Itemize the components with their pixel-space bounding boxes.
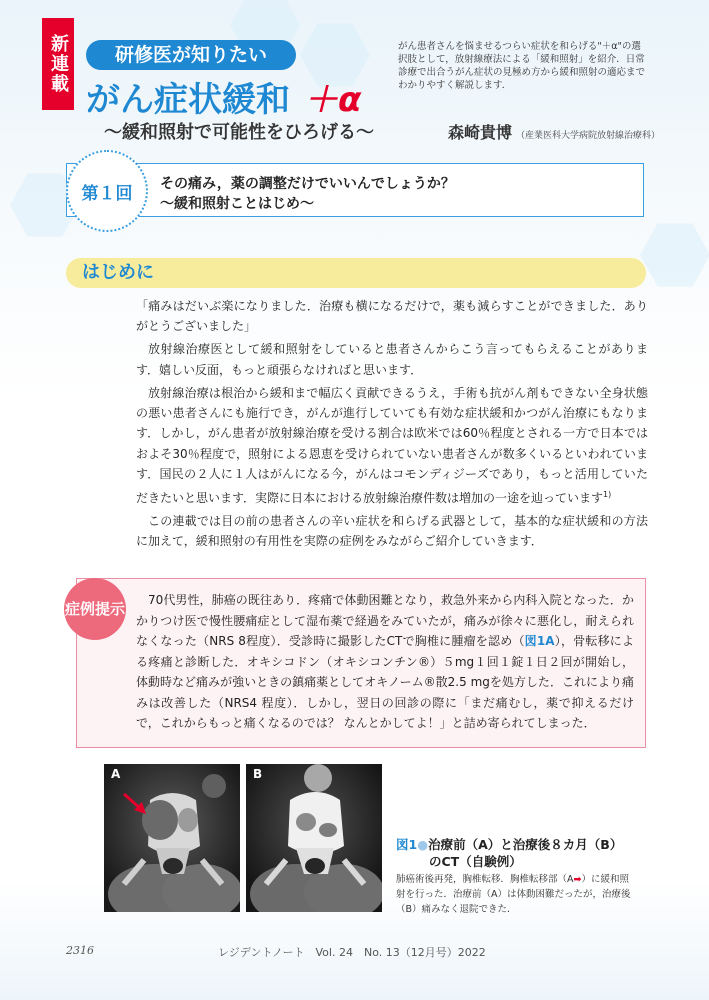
bullet-icon: ● [417,837,429,852]
figure-number: 図1 [396,837,418,852]
chapter-number: 第１回 [66,150,148,232]
ct-scan-before [104,764,240,912]
body-paragraph: この連載では目の前の患者さんの辛い症状を和らげる武器として，基本的な症状緩和の方法に加えて，緩和照射の有用性を実際の症例をみながらご紹介していきます． [136,513,648,548]
ct-image-a [104,764,240,912]
series-label: 研修医が知りたい [86,40,296,70]
figure-title-line2: のCT（自験例） [429,854,522,869]
article-intro: がん患者さんを悩ませるつらい症状を和らげる"＋α"の選択肢として，放射線療法による「緩和照射」を紹介．日常診療で出合うがん症状の見極め方から緩和照射の適応までわかりやすく解説します． [398,41,646,91]
ct-panel-label: A [111,767,121,781]
body-paragraph-text: 放射線治療は根治から緩和まで幅広く貢献できるうえ，手術も抗がん剤もできない全身状態の悪い患者さんにも施行でき，がんが進行していても有効な症状緩和かつがん治療にもなります．しかし，がん患者が放射線治療を受ける割合は欧米では60％程度とされる一方で日本ではおよそ30％程度で，照射による恩恵を受けられていない患者さんが数多くいるといわれています．国民の２人に１人はがんになる今，がんはコモンディジーズであり，もっと活用していただきたいと思います．実際に日本における放射線治療件数は増加の一途を辿っています [136,385,648,505]
body-paragraph: 「痛みはだいぶ楽になりました．治療も横になるだけで，薬も減らすことができました．ありがとうございました」 [136,299,648,334]
ct-image-b [246,764,382,912]
author-name: 森崎貴博 [448,123,513,142]
article-subtitle: 〜緩和照射で可能性をひろげる〜 [104,122,374,143]
author [448,120,660,143]
figure-desc-part: ）に緩和照射を行った．治療前（A）は体動困難だったが，治療後（B）痛みなく退院できた． [396,874,631,915]
figure-title [396,836,636,870]
article-title-main: がん症状緩和 [86,80,290,120]
case-text [136,590,634,734]
arrow-icon: ➡ [573,874,582,885]
figure-desc-part: 肺癌術後再発，胸椎転移．胸椎転移部（A [396,874,574,885]
body-paragraph: 放射線治療医として緩和照射をしていると患者さんからこう言ってもらえることがあります．嬉しい反面，もっと頑張らなければと思います． [136,342,648,377]
figure-description [396,872,636,917]
chapter-title-line2: 〜緩和照射ことはじめ〜 [160,196,314,212]
journal-info: レジデントノート Vol. 24 No. 13（12月号）2022 [218,946,486,959]
figure-reference-link[interactable]: 図1A [524,634,555,648]
body-paragraph [136,383,648,508]
figure-title-line1: 治療前（A）と治療後８カ月（B） [428,837,623,852]
ct-scan-after [246,764,382,912]
chapter-title [160,174,455,214]
article-title-plus: ＋α [304,80,362,120]
reference-marker: 1) [603,489,612,499]
body-text [136,296,648,554]
section-title: はじめに [82,262,154,283]
article-title [86,72,361,121]
page-number: 2316 [66,944,94,957]
case-text-part: 70代男性，肺癌の既往あり．疼痛で体動困難となり，救急外来から内科入院となった．かかりつけ医で慢性腰痛症として湿布薬で経過をみていたが，痛みが徐々に悪化し，耐えられなくなった（NRS 8程度）．受診時に撮影したCTで胸椎に腫瘤を認め（ [136,593,634,648]
author-affiliation: （産業医科大学病院放射線治療科） [516,131,661,141]
case-text-part: ），骨転移による疼痛と診断した．オキシコドン（オキシコンチン®）５mg１回１錠１日２回が開始し，体動時など痛みが強いときの鎮痛薬としてオキノーム®散2.5 mgを処方した．これにより痛みは改善した（NRS4 程度）．しかし，翌日の回診の際に「まだ痛むし，薬で抑えるだけで，これからもっと痛くなるのでは？ なんとかしてよ！」と詰め寄られてしまった． [136,634,634,730]
case-badge: 症例提示 [64,578,126,640]
chapter-title-line1: その痛み，薬の調整だけでいいんでしょうか？ [160,176,455,192]
ct-panel-label: B [253,767,263,781]
serial-label: 新連載 [42,18,74,110]
figure-caption [396,836,636,917]
